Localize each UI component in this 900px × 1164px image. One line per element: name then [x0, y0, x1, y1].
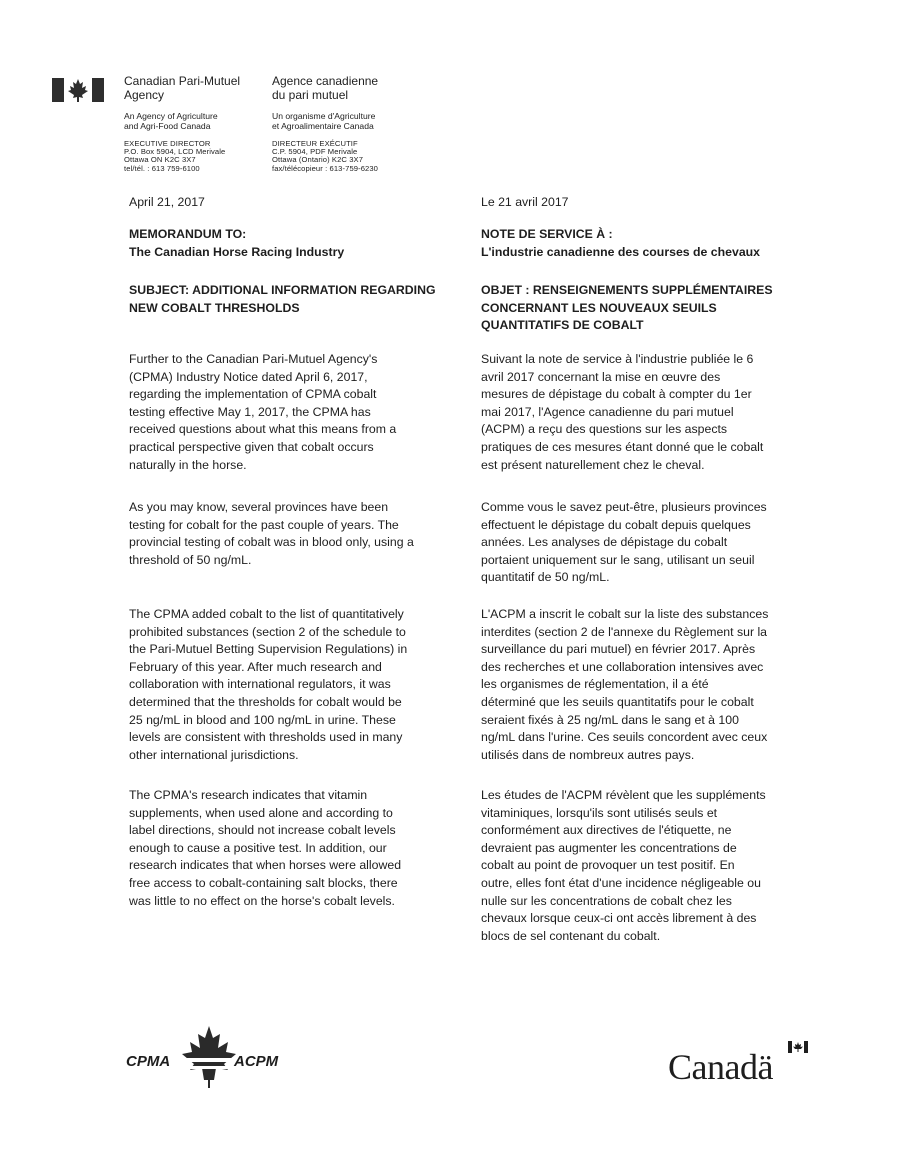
subject-en: [129, 282, 436, 317]
text-line: L'ACPM a inscrit le cobalt sur la liste des substances: [481, 607, 769, 621]
text-line: determined that the thresholds for cobalt would be: [129, 694, 402, 709]
text-line: research indicates that when horses were allowed: [129, 858, 402, 873]
agency-name-en-line2: Agency: [124, 87, 165, 102]
paragraph-fr-1: [481, 351, 763, 474]
director-title-en: EXECUTIVE DIRECTOR: [124, 138, 211, 148]
text-line: utilisés dans de nombreux autres pays.: [481, 747, 695, 762]
agency-name-fr-line2: du pari mutuel: [272, 87, 349, 102]
text-line: mesures de dépistage du cobalt à compter du 1er: [481, 387, 752, 402]
text-line: threshold of 50 ng/mL.: [129, 552, 252, 567]
text-line: vitaminiques, lorsqu'ils sont utilisés seuls et: [481, 805, 718, 820]
text-line: testing effective May 1, 2017, the CPMA has: [129, 404, 371, 419]
director-title-fr: DIRECTEUR EXÉCUTIF: [272, 138, 358, 148]
paragraph-fr-4: [481, 787, 766, 945]
header-french: [272, 75, 432, 173]
subject-fr: [481, 282, 773, 335]
text-line: (CPMA) Industry Notice dated April 6, 2017,: [129, 369, 368, 384]
text-line: Further to the Canadian Pari-Mutuel Agency's: [129, 352, 378, 366]
text-line: Comme vous le savez peut-être, plusieurs provinces: [481, 500, 767, 514]
text-line: levels are consistent with thresholds used in many: [129, 730, 403, 745]
agency-parent-en-line1: An Agency of Agriculture: [124, 111, 218, 121]
address-fr-line2: Ottawa (Ontario) K2C 3X7: [272, 155, 364, 165]
text-line: blocs de sel contenant du cobalt.: [481, 928, 661, 943]
text-line: avril 2017 concernant la mise en œuvre des: [481, 369, 721, 384]
agency-parent-fr-line2: et Agroalimentaire Canada: [272, 120, 374, 131]
text-line: February of this year. After much research and: [129, 659, 382, 674]
logo-text-cpma: CPMA: [126, 1053, 171, 1070]
text-line: effectuent le dépistage du cobalt depuis quelques: [481, 517, 751, 532]
agency-parent-fr-line1: Un organisme d'Agriculture: [272, 111, 376, 121]
text-line: label directions, should not increase cobalt levels: [129, 823, 396, 838]
address-fr-line1: C.P. 5904, PDF Merivale: [272, 147, 358, 156]
address-en-line1: P.O. Box 5904, LCD Merivale: [124, 147, 226, 156]
subject-en-line: NEW COBALT THRESHOLDS: [129, 300, 300, 315]
text-line: collaboration with international regulators, it was: [129, 677, 391, 692]
text-line: mai 2017, l'Agence canadienne du pari mutuel: [481, 404, 734, 419]
date-en: April 21, 2017: [129, 195, 205, 209]
memo-label-en: MEMORANDUM TO:: [129, 227, 247, 241]
paragraph-en-3: [129, 606, 407, 764]
text-line: années. Les analyses de dépistage du cobalt: [481, 535, 728, 550]
paragraph-en-1: [129, 351, 396, 474]
text-line: received questions about what this means from a: [129, 422, 397, 437]
text-line: Les études de l'ACPM révèlent que les suppléments: [481, 788, 766, 802]
text-line: practical perspective given that cobalt occurs: [129, 439, 374, 454]
wordmark-flag-icon: [788, 1041, 808, 1053]
text-line: pratiques de ces mesures étant donné que le cobalt: [481, 439, 764, 454]
text-line: seraient fixés à 25 ng/mL dans le sang et à 100: [481, 712, 739, 727]
paragraph-en-4: [129, 787, 401, 910]
fax-fr: fax/télécopieur : 613-759-6230: [272, 163, 379, 173]
canada-wordmark: Canadä: [668, 1047, 773, 1087]
text-line: cobalt au point de provoquer un test positif. En: [481, 858, 735, 873]
paragraph-en-2: [129, 499, 414, 569]
text-line: déterminé que les seuils quantitatifs pour le cobalt: [481, 694, 754, 709]
text-line: As you may know, several provinces have been: [129, 500, 389, 514]
text-line: les organismes de réglementation, il a été: [481, 677, 709, 692]
memo-label-fr: NOTE DE SERVICE À :: [481, 227, 613, 241]
text-line: prohibited substances (section 2 of the schedule to: [129, 624, 406, 639]
memo-recipient-en: The Canadian Horse Racing Industry: [129, 244, 345, 259]
text-line: outre, elles font état d'une incidence négligeable ou: [481, 875, 761, 890]
text-line: ng/mL dans l'urine. Ces seuils concordent avec ceux: [481, 730, 768, 745]
text-line: interdites (section 2 de l'annexe du Règlement sur la: [481, 624, 768, 639]
cpma-acpm-logo: [124, 1022, 294, 1092]
maple-leaf-icon: [182, 1026, 236, 1088]
text-line: the Pari-Mutuel Betting Supervision Regulations) in: [129, 642, 408, 657]
text-line: devraient pas augmenter les concentrations de: [481, 840, 737, 855]
text-line: portaient uniquement sur le sang, utilisant un seuil: [481, 552, 755, 567]
subject-fr-line: CONCERNANT LES NOUVEAUX SEUILS: [481, 300, 717, 315]
header-english: [124, 75, 264, 173]
memo-recipient-fr: L'industrie canadienne des courses de chevaux: [481, 244, 761, 259]
phone-en: tel/tél. : 613 759-6100: [124, 163, 200, 173]
memo-block-fr: [481, 226, 760, 261]
text-line: testing for cobalt for the past couple of years. The: [129, 517, 399, 532]
text-line: 25 ng/mL in blood and 100 ng/mL in urine. These: [129, 712, 396, 727]
text-line: enough to cause a positive test. In addition, our: [129, 840, 387, 855]
text-line: provincial testing of cobalt was in blood only, using a: [129, 535, 414, 550]
text-line: naturally in the horse.: [129, 457, 247, 472]
text-line: des recherches et une collaboration intensives avec: [481, 659, 764, 674]
text-line: free access to cobalt-containing salt blocks, there: [129, 875, 398, 890]
agency-name-en-line1: Canadian Pari-Mutuel: [124, 74, 241, 88]
paragraph-fr-3: [481, 606, 768, 764]
text-line: quantitatif de 50 ng/mL.: [481, 570, 610, 585]
text-line: supplements, when used alone and according to: [129, 805, 393, 820]
subject-fr-line: QUANTITATIFS DE COBALT: [481, 318, 644, 333]
text-line: other international jurisdictions.: [129, 747, 299, 762]
paragraph-fr-2: [481, 499, 767, 587]
text-line: nulle sur les concentrations de cobalt chez les: [481, 893, 732, 908]
text-line: was little to no effect on the horse's cobalt levels.: [129, 893, 395, 908]
text-line: surveillance du pari mutuel) en février 2017. Après: [481, 642, 756, 657]
agency-name-fr-line1: Agence canadienne: [272, 74, 379, 88]
subject-en-line: SUBJECT: ADDITIONAL INFORMATION REGARDING: [129, 283, 436, 297]
text-line: Suivant la note de service à l'industrie publiée le 6: [481, 352, 754, 366]
text-line: The CPMA added cobalt to the list of quantitatively: [129, 607, 404, 621]
text-line: conformément aux directives de l'étiquette, ne: [481, 823, 732, 838]
text-line: regarding the implementation of CPMA cobalt: [129, 387, 377, 402]
canada-flag-symbol-icon: [52, 76, 104, 104]
address-en-line2: Ottawa ON K2C 3X7: [124, 155, 196, 165]
text-line: The CPMA's research indicates that vitamin: [129, 788, 368, 802]
text-line: (ACPM) a reçu des questions sur les aspects: [481, 422, 728, 437]
logo-text-acpm: ACPM: [234, 1053, 279, 1070]
date-fr: Le 21 avril 2017: [481, 195, 569, 209]
text-line: chevaux lorsque ceux-ci ont accès librement à des: [481, 911, 757, 926]
memo-block-en: [129, 226, 344, 261]
subject-fr-line: OBJET : RENSEIGNEMENTS SUPPLÉMENTAIRES: [481, 283, 773, 297]
agency-parent-en-line2: and Agri-Food Canada: [124, 120, 211, 131]
text-line: est présent naturellement chez le cheval.: [481, 457, 705, 472]
